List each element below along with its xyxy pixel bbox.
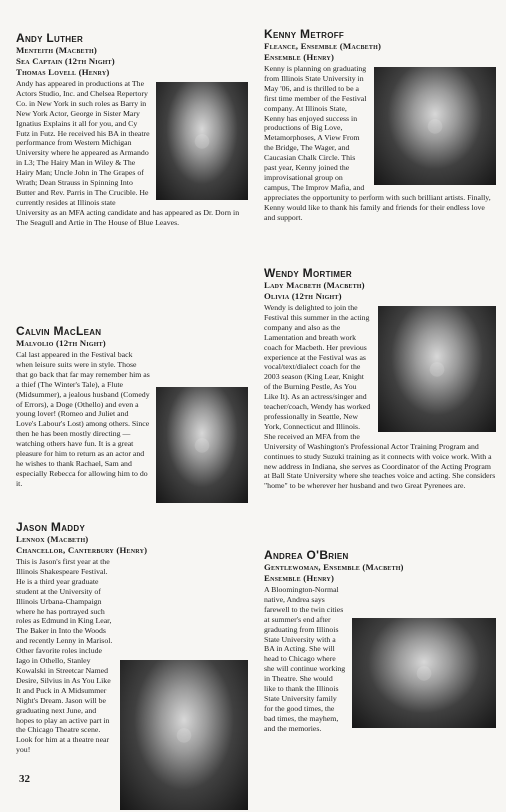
- photo-placeholder-icon: ●: [424, 107, 446, 144]
- role-list: [264, 562, 496, 584]
- role-line: Ensemble (Henry): [264, 573, 335, 583]
- role-line: Menteith (Macbeth): [16, 45, 97, 55]
- role-list: [16, 534, 248, 556]
- page-number: 32: [19, 773, 30, 785]
- bio-text: Andy has appeared in productions at The Actors Studio, Inc. and Chelsea Repertory Co. in New York in such roles as Barry in New York Actor, George in Sister Mary Ignatius Explains it all for you, and Cy Futz in Futz. He received his BA in theatre performance from Western Michigan University where he appeared as Armando in L3; The Hairy Man in Wiley & The Hairy Man; Uncle John in The Grapes of Wrath; Dean Strauss in Spinning Into Butter and Rev. Parris in The Crucible. He currently resides at Illinois state University as an MFA acting candidate and has appeared as Dr. Dorn in The Seagull and Artie in The House of Blue Leaves.: [16, 79, 240, 227]
- headshot-calvin-maclean: [156, 387, 248, 503]
- headshot-andy-luther: [156, 82, 248, 200]
- photo-placeholder-icon: ●: [191, 122, 213, 159]
- bio-calvin-maclean: [16, 324, 248, 505]
- actor-name: Calvin MacLean: [16, 324, 102, 338]
- photo-placeholder-icon: ●: [413, 654, 435, 691]
- actor-name: Wendy Mortimer: [264, 266, 352, 280]
- role-line: Olivia (12th Night): [264, 291, 342, 301]
- role-list: [16, 338, 248, 349]
- role-line: Thomas Lovell (Henry): [16, 67, 110, 77]
- bio-jason-maddy: [16, 520, 248, 812]
- role-line: Sea Captain (12th Night): [16, 56, 115, 66]
- role-list: [264, 41, 496, 63]
- role-list: [16, 45, 248, 78]
- bio-andrea-obrien: [264, 548, 496, 734]
- role-line: Lady Macbeth (Macbeth): [264, 280, 365, 290]
- bio-text: Wendy is delighted to join the Festival this summer in the acting company and also as the Lamentation and breath work coach for Macbeth. Her previous experience at the Festival was as vocal/text/dialect coach for the 2003 season (King Lear, Knight of the Burning Pestle, As You Like It). As an actress/singer and teacher/coach, Wendy has worked professionally in Seattle, New York, Connecticut and Illinois. She received an MFA from the University of Washington's Professional Actor Training Program and continues to study Suzuki training as it connects with voice work. With a new address in Indiana, she serves as Coordinator of the Acting Program at Ball State University where she teaches voice and acting. She considers "home" to be wherever her husband and two Great Pyrenees are.: [264, 303, 496, 491]
- photo-placeholder-icon: ●: [191, 426, 213, 463]
- actor-name: Jason Maddy: [16, 520, 86, 534]
- headshot-andrea-obrien: [352, 618, 496, 728]
- bio-andy-luther: [16, 31, 248, 228]
- headshot-kenny-metroff: [374, 67, 496, 185]
- bio-text: This is Jason's first year at the Illinois Shakespeare Festival. He is a third year graduate student at the University of Illinois Urbana-Champaign where he has portrayed such roles as Edmund in King Lear, The Baker in Into the Woods and recently Lenny in Marisol. Other favorite roles include Iago in Othello, Stanley Kowalski in Streetcar Named Desire, Silvius in As You Like It and Puck in A Midsummer Night's Dream. Jason will be graduating next June, and hopes to play an active part in the Chicago Theatre scene. Look for him at a theatre near you!: [16, 557, 113, 755]
- photo-placeholder-icon: ●: [173, 716, 195, 753]
- headshot-wendy-mortimer: [378, 306, 496, 432]
- role-line: Chancellor, Canterbury (Henry): [16, 545, 148, 555]
- role-line: Ensemble (Henry): [264, 52, 335, 62]
- headshot-jason-maddy: [120, 660, 248, 810]
- bio-text: Cal last appeared in the Festival back when leisure suits were in style. Those that go back that far may remember him as a thief (The Winter's Tale), a Flute (Midsummer), a jealous husband (Comedy of Errors), a Doge (Othello) and even a young lover! (Romeo and Juliet and Love's Labour's Lost) among others. Since then he has been mostly directing — watching others have fun. It is a great pleasure for him to return as an actor and he wishes to thank Rachael, Sam and especially Rebecca for allowing him to do it.: [16, 350, 150, 488]
- bio-wendy-mortimer: [264, 266, 496, 491]
- role-list: [264, 280, 496, 302]
- actor-name: Kenny Metroff: [264, 27, 345, 41]
- bio-kenny-metroff: [264, 27, 496, 223]
- role-line: Lennox (Macbeth): [16, 534, 89, 544]
- bio-text: A Bloomington-Normal native, Andrea says farewell to the twin cities at summer's end after graduating from Illinois State University with a BA in Acting. She will head to Chicago where she will continue working in Theatre. She would like to thank the Illinois State University family for the good times, the bad times, the mayhem, and the memories.: [264, 585, 346, 733]
- actor-name: Andrea O'Brien: [264, 548, 349, 562]
- actor-name: Andy Luther: [16, 31, 84, 45]
- role-line: Malvolio (12th Night): [16, 338, 106, 348]
- role-line: Gentlewoman, Ensemble (Macbeth): [264, 562, 404, 572]
- photo-placeholder-icon: ●: [426, 350, 448, 387]
- bio-text: Kenny is planning on graduating from Illinois State University in May '06, and is thrilled to be a first time member of the Festival company. At Illinois State, Kenny has enjoyed success in productions of Big Love, Metamorphoses, A View From the Bridge, The Wager, and Caucasian Chalk Circle. This past year, Kenny joined the improvisational group on campus, The Improv Mafia, and appreciates the opportunity to perform with such brilliant artists. Finally, Kenny would like to thank his family and friends for their endless love and support.: [264, 64, 491, 222]
- role-line: Fleance, Ensemble (Macbeth): [264, 41, 382, 51]
